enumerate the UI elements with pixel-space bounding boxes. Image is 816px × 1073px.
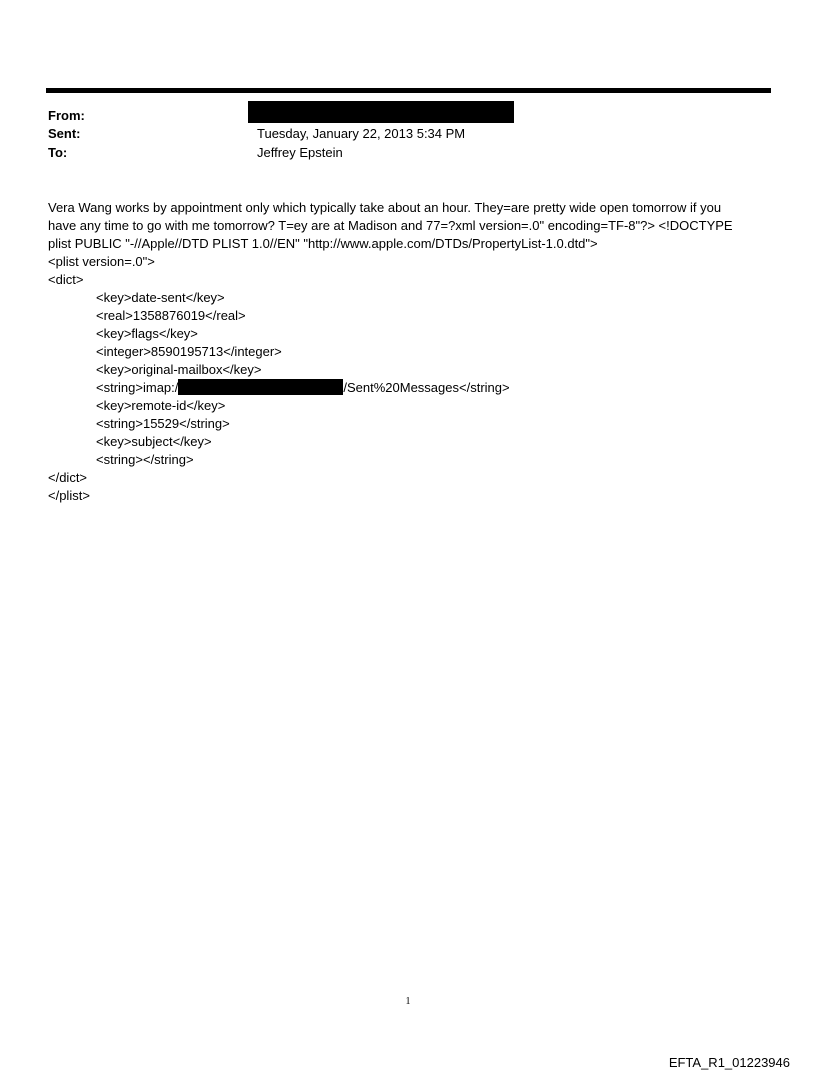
header-rule xyxy=(46,88,771,93)
body-line: <plist version=.0"> xyxy=(48,254,155,269)
mailbox-redaction xyxy=(178,379,343,395)
body-line: <key>remote-id</key> xyxy=(96,398,226,413)
sent-label: Sent: xyxy=(48,126,81,141)
body-line: </plist> xyxy=(48,488,90,503)
body-line: have any time to go with me tomorrow? T=ey are at Madison and 77=?xml version=.0" encoding=TF-8"?> <!DOCTYPE xyxy=(48,218,733,233)
body-line: plist PUBLIC "-//Apple//DTD PLIST 1.0//EN" "http://www.apple.com/DTDs/PropertyList-1.0.dtd"> xyxy=(48,236,598,251)
mailbox-suffix: /Sent%20Messages</string> xyxy=(343,380,510,395)
from-label: From: xyxy=(48,108,85,123)
body-line: Vera Wang works by appointment only which typically take about an hour. They=are pretty wide open tomorrow if you xyxy=(48,200,722,215)
to-value: Jeffrey Epstein xyxy=(257,145,343,160)
body-line: <real>1358876019</real> xyxy=(96,308,246,323)
body-line: <key>subject</key> xyxy=(96,434,212,449)
body-line: <integer>8590195713</integer> xyxy=(96,344,282,359)
message-body xyxy=(48,199,778,505)
mailbox-prefix: <string>imap:/ xyxy=(96,380,179,395)
body-line: <string></string> xyxy=(96,452,194,467)
body-line: </dict> xyxy=(48,470,88,485)
body-line: <key>flags</key> xyxy=(96,326,198,341)
body-line: <string>15529</string> xyxy=(96,416,230,431)
to-label: To: xyxy=(48,145,68,160)
bates-number: EFTA_R1_01223946 xyxy=(668,1055,790,1070)
sent-value: Tuesday, January 22, 2013 5:34 PM xyxy=(257,126,466,141)
body-line: <dict> xyxy=(48,272,84,287)
page-number: 1 xyxy=(405,996,411,1007)
body-line: <key>date-sent</key> xyxy=(96,290,225,305)
body-line: <key>original-mailbox</key> xyxy=(96,362,262,377)
body-line-mailbox xyxy=(48,379,778,397)
from-redaction xyxy=(248,101,514,123)
